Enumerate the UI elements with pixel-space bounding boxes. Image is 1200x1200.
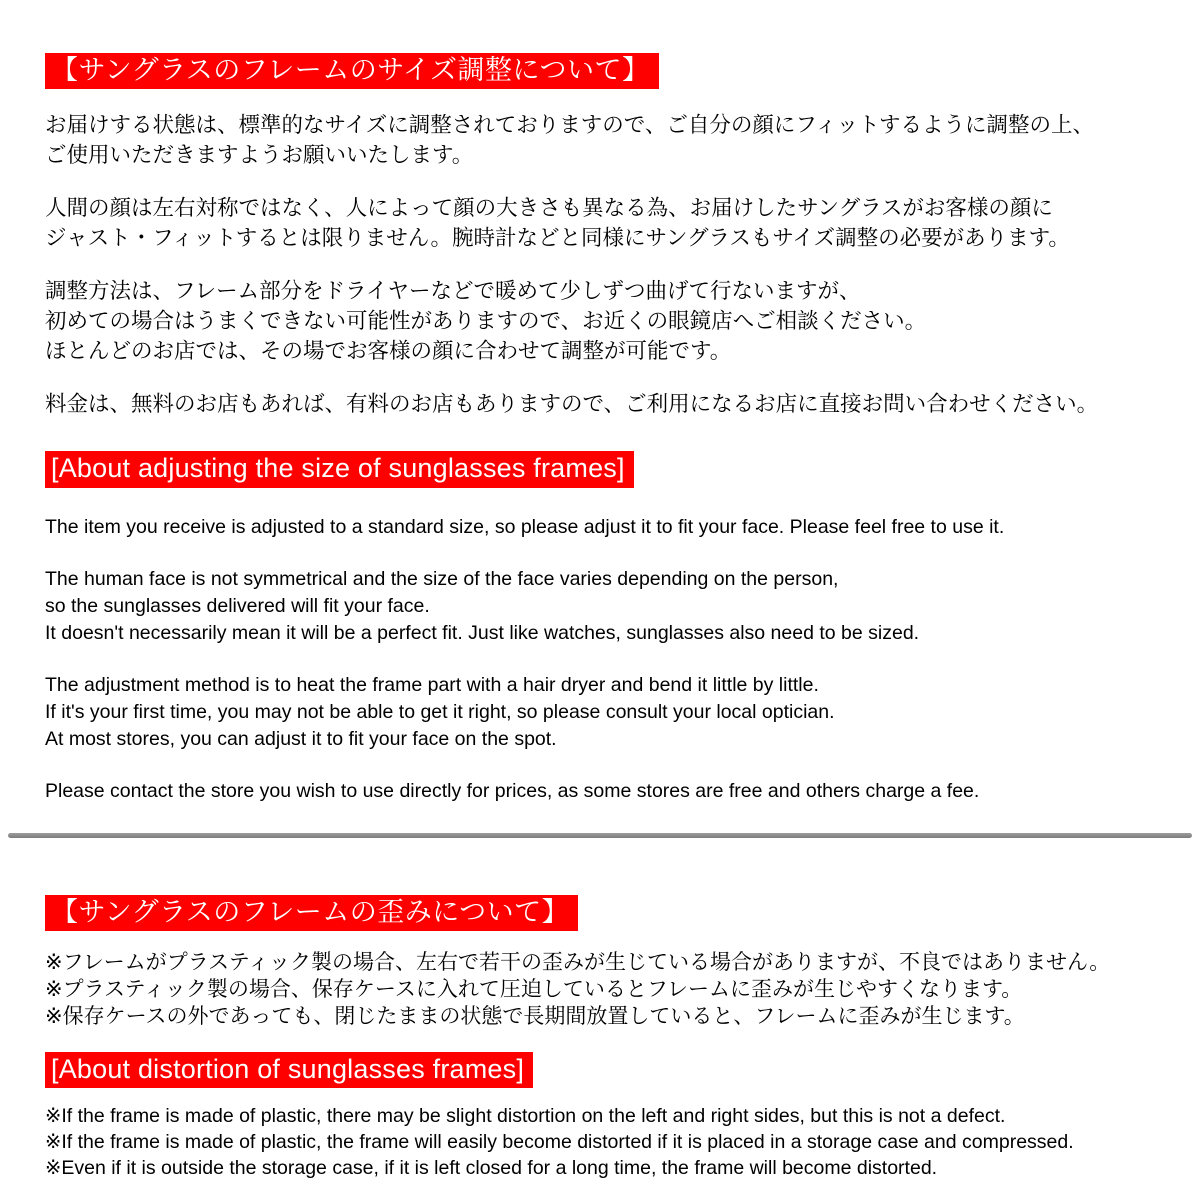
distortion-section (0, 895, 1200, 1182)
text-line: At most stores, you can adjust it to fit your face on the spot. (45, 727, 557, 750)
distortion-heading-en: [About distortion of sunglasses frames] (45, 1052, 533, 1088)
size-adjustment-heading-jp: 【サングラスのフレームのサイズ調整について】 (45, 53, 659, 89)
en-paragraph-fees (45, 778, 1155, 805)
text-line: The human face is not symmetrical and the size of the face varies depending on the person, (45, 567, 839, 590)
note-line: ※If the frame is made of plastic, the frame will easily become distorted if it is placed in a storage case and compressed. (45, 1131, 1074, 1154)
jp-paragraph-face-symmetry (45, 193, 1155, 253)
text-line: 人間の顔は左右対称ではなく、人によって顔の大きさも異なる為、お届けしたサングラスがお客様の顔に (45, 196, 1053, 221)
en-paragraph-face-symmetry (45, 566, 1155, 647)
text-line: so the sunglasses delivered will fit your face. (45, 594, 430, 617)
jp-paragraph-adjust-method (45, 276, 1155, 366)
text-line: 料金は、無料のお店もあれば、有料のお店もありますので、ご利用になるお店に直接お問い合わせください。 (45, 392, 1099, 417)
distortion-heading-jp-wrap (45, 895, 1155, 931)
text-line: Please contact the store you wish to use directly for prices, as some stores are free and others charge a fee. (45, 779, 980, 802)
size-adjustment-heading-en: [About adjusting the size of sunglasses frames] (45, 451, 634, 487)
en-paragraph-delivery-state (45, 514, 1155, 541)
note-line: ※フレームがプラスティック製の場合、左右で若干の歪みが生じている場合がありますが、不良ではありません。 (45, 951, 1111, 975)
note-line: ※If the frame is made of plastic, there may be slight distortion on the left and right sides, but this is not a defect. (45, 1105, 1006, 1128)
note-line: ※Even if it is outside the storage case, if it is left closed for a long time, the frame will become distorted. (45, 1157, 938, 1180)
jp-paragraph-fees (45, 389, 1155, 419)
top-spacer (0, 0, 1200, 53)
note-line: ※保存ケースの外であっても、閉じたままの状態で長期間放置していると、フレームに歪みが生じます。 (45, 1005, 1025, 1029)
en-paragraph-adjust-method (45, 672, 1155, 753)
text-line: ご使用いただきますようお願いいたします。 (45, 143, 474, 168)
text-line: ジャスト・フィットするとは限りません。腕時計などと同様にサングラスもサイズ調整の必要があります。 (45, 226, 1070, 251)
text-line: 初めての場合はうまくできない可能性がありますので、お近くの眼鏡店へご相談ください。 (45, 309, 927, 334)
text-line: If it's your first time, you may not be able to get it right, so please consult your local optician. (45, 700, 835, 723)
distortion-heading-en-wrap (45, 1052, 1155, 1088)
text-line: The item you receive is adjusted to a standard size, so please adjust it to fit your face. Please feel free to use it. (45, 515, 1005, 538)
en-distortion-notes (45, 1103, 1155, 1181)
note-line: ※プラスティック製の場合、保存ケースに入れて圧迫しているとフレームに歪みが生じやすくなります。 (45, 978, 1023, 1002)
size-adjustment-heading-jp-wrap (45, 53, 1155, 89)
distortion-heading-jp: 【サングラスのフレームの歪みについて】 (45, 895, 578, 931)
text-line: It doesn't necessarily mean it will be a perfect fit. Just like watches, sunglasses also need to be sized. (45, 621, 920, 644)
jp-paragraph-delivery-state (45, 110, 1155, 170)
section-divider (8, 833, 1192, 838)
text-line: ほとんどのお店では、その場でお客様の顔に合わせて調整が可能です。 (45, 339, 732, 364)
jp-distortion-notes (45, 949, 1155, 1030)
size-adjustment-heading-en-wrap (45, 451, 1155, 487)
size-adjustment-section (0, 53, 1200, 805)
text-line: お届けする状態は、標準的なサイズに調整されておりますので、ご自分の顔にフィットするように調整の上、 (45, 113, 1094, 138)
text-line: 調整方法は、フレーム部分をドライヤーなどで暖めて少しずつ曲げて行ないますが、 (45, 279, 861, 304)
text-line: The adjustment method is to heat the frame part with a hair dryer and bend it little by little. (45, 673, 819, 696)
